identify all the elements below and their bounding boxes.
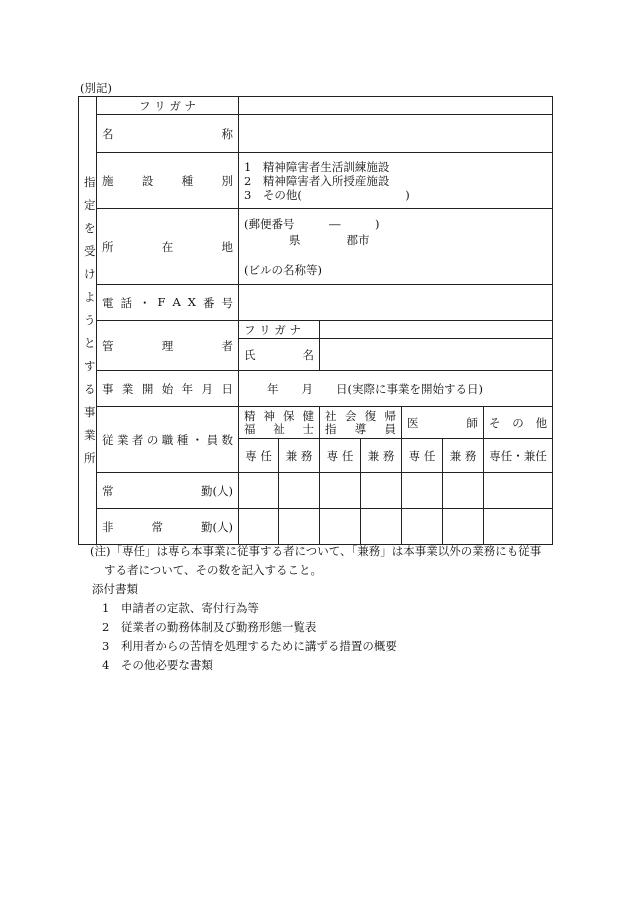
nonregular-cell[interactable] <box>239 509 279 545</box>
furigana-field[interactable] <box>239 97 553 115</box>
note-text: (注)「専任」は専ら本事業に従事する者について、「兼務」は本事業以外の業務にも従事 <box>90 544 542 558</box>
label-facility-type: 施 設 種 別 <box>97 153 239 209</box>
phone-fax-field[interactable] <box>239 285 553 321</box>
application-form-table <box>78 96 553 545</box>
nonregular-cell[interactable] <box>361 509 402 545</box>
label-staff: 従 業 者 の 職 種 ・ 員 数 <box>97 407 239 473</box>
location-field[interactable]: (郵便番号 ― ) 県 郡市 (ビルの名称等) <box>239 209 553 285</box>
doctor-fulltime: 専 任 <box>402 439 443 473</box>
label-location: 所 在 地 <box>97 209 239 285</box>
start-date-field[interactable]: 年 月 日(実際に事業を開始する日) <box>239 371 553 407</box>
col-other: そ の 他 <box>484 407 553 439</box>
attachments-title: 添付書類 <box>92 582 138 596</box>
regular-cell[interactable] <box>320 473 361 509</box>
side-label-designated-facility: 指 定 を 受 け よ う と す る 事 業 所 <box>79 97 97 545</box>
regular-cell[interactable] <box>361 473 402 509</box>
attachment-item: 4 その他必要な書類 <box>102 658 213 672</box>
manager-furigana-field[interactable] <box>320 321 553 339</box>
nonregular-cell[interactable] <box>320 509 361 545</box>
mhsw-fulltime: 専 任 <box>239 439 279 473</box>
name-field[interactable] <box>239 115 553 153</box>
social-fulltime: 専 任 <box>320 439 361 473</box>
label-name: 名 称 <box>97 115 239 153</box>
doctor-parttime: 兼 務 <box>443 439 484 473</box>
section-header: (別記) <box>80 81 112 95</box>
regular-cell[interactable] <box>239 473 279 509</box>
note-text-continued: する者について、その数を記入すること。 <box>104 563 323 577</box>
col-doctor: 医 師 <box>402 407 484 439</box>
facility-type-options[interactable]: 1 精神障害者生活訓練施設 2 精神障害者入所授産施設 3 その他( ) <box>239 153 553 209</box>
label-manager-furigana: フ リ ガ ナ <box>239 321 320 339</box>
manager-name-field[interactable] <box>320 339 553 371</box>
regular-cell[interactable] <box>443 473 484 509</box>
nonregular-cell[interactable] <box>402 509 443 545</box>
label-furigana: フ リ ガ ナ <box>97 97 239 115</box>
regular-cell[interactable] <box>279 473 320 509</box>
nonregular-cell[interactable] <box>443 509 484 545</box>
label-manager-name: 氏 名 <box>239 339 320 371</box>
attachment-item: 1 申請者の定款、寄付行為等 <box>102 601 259 615</box>
col-social-rehabilitation-instructor: 社 会 復 帰 指 導 員 <box>320 407 402 439</box>
label-manager: 管 理 者 <box>97 321 239 371</box>
attachment-item: 3 利用者からの苦情を処理するために講ずる措置の概要 <box>102 639 397 653</box>
other-both: 専任・兼任 <box>484 439 553 473</box>
regular-cell[interactable] <box>484 473 553 509</box>
nonregular-cell[interactable] <box>279 509 320 545</box>
attachment-item: 2 従業者の勤務体制及び勤務形態一覧表 <box>102 620 317 634</box>
label-phone-fax: 電 話 ・ F A X 番 号 <box>97 285 239 321</box>
regular-cell[interactable] <box>402 473 443 509</box>
mhsw-parttime: 兼 務 <box>279 439 320 473</box>
label-regular-staff: 常 勤(人) <box>97 473 239 509</box>
notes-section <box>90 542 560 675</box>
social-parttime: 兼 務 <box>361 439 402 473</box>
label-start-date: 事 業 開 始 年 月 日 <box>97 371 239 407</box>
label-nonregular-staff: 非 常 勤(人) <box>97 509 239 545</box>
col-mental-health-social-worker: 精 神 保 健 福 祉 士 <box>239 407 320 439</box>
nonregular-cell[interactable] <box>484 509 553 545</box>
